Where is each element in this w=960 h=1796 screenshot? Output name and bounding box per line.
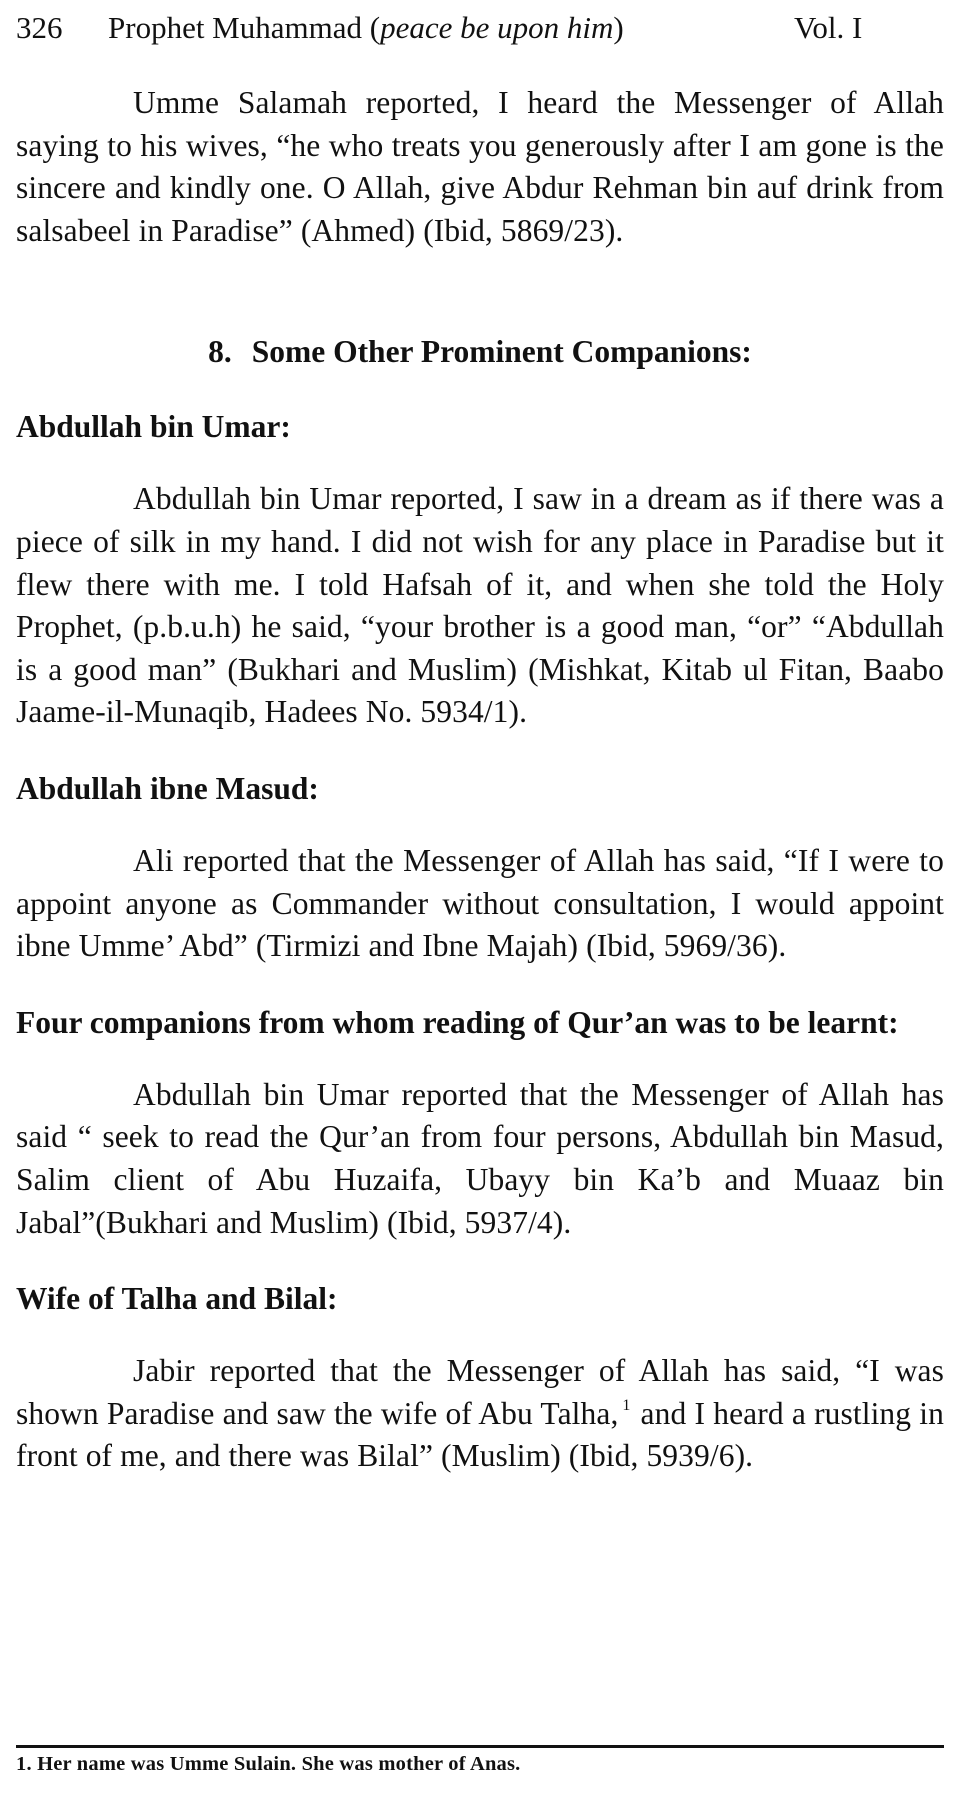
- book-title: [108, 0, 624, 56]
- page-number: 326: [16, 10, 63, 45]
- section-title: Some Other Prominent Companions:: [251, 334, 752, 370]
- subsection-text-abdullah-bin-umar: Abdullah bin Umar reported, I saw in a dream as if there was a piece of silk in my hand. I did not wish for any place in Paradise but it flew there with me. I told Hafsah of it, and when she told the Holy Prophet, (p.b.u.h) he said, “your brother is a good man, “or” “Abdullah is a good man” (Bukhari and Muslim) (Mishkat, Kitab ul Fitan, Baabo Jaame-il-Munaqib, Hadees No. 5934/1).: [16, 481, 944, 730]
- subsection-text-four-companions: Abdullah bin Umar reported that the Messenger of Allah has said “ seek to read the Qur’an from four persons, Abdullah bin Masud, Salim client of Abu Huzaifa, Ubayy bin Ka’b and Muaaz bin Jabal”(Bukhari and Muslim) (Ibid, 5937/4).: [16, 1076, 944, 1240]
- footnote-divider: [16, 1745, 944, 1748]
- subsection-text-talha-bilal: [16, 1350, 944, 1478]
- subsection-heading-talha-bilal: Wife of Talha and Bilal:: [16, 1281, 338, 1317]
- talha-text-before-note: Jabir reported that the Messenger of Allah has said, “I was shown Paradise and saw the wife of Abu Talha,: [16, 1353, 944, 1431]
- section-number: 8.: [208, 334, 232, 370]
- footnote-text: 1. Her name was Umme Sulain. She was mother of Anas.: [16, 1753, 521, 1775]
- opening-paragraph: Umme Salamah reported, I heard the Messenger of Allah saying to his wives, “he who treats you generously after I am gone is the sincere and kindly one. O Allah, give Abdur Rehman bin auf drink from salsabeel in Paradise” (Ahmed) (Ibid, 5869/23).: [16, 85, 944, 248]
- subsection-heading-abdullah-ibne-masud: Abdullah ibne Masud:: [16, 770, 319, 806]
- running-header: [16, 0, 944, 56]
- subsection-heading-abdullah-bin-umar: Abdullah bin Umar:: [16, 409, 291, 445]
- section-heading: [16, 332, 944, 372]
- book-title-italic: peace be upon him: [380, 10, 614, 45]
- book-title-prefix: Prophet Muhammad (: [108, 10, 381, 45]
- talha-text-after-note: and I heard a rustling in front of me, and there was Bilal” (Muslim) (Ibid, 5939/6).: [16, 1395, 944, 1474]
- volume-label: Vol. I: [794, 10, 863, 45]
- footnote-marker: 1: [622, 1396, 631, 1414]
- book-title-suffix: ): [613, 10, 624, 45]
- subsection-text-abdullah-ibne-masud: Ali reported that the Messenger of Allah has said, “If I were to appoint anyone as Commander without consultation, I would appoint ibne Umme’ Abd” (Tirmizi and Ibne Majah) (Ibid, 5969/36).: [16, 842, 944, 964]
- book-page: [16, 0, 944, 1478]
- subsection-heading-four-companions: Four companions from whom reading of Qur’an was to be learnt:: [16, 1004, 899, 1040]
